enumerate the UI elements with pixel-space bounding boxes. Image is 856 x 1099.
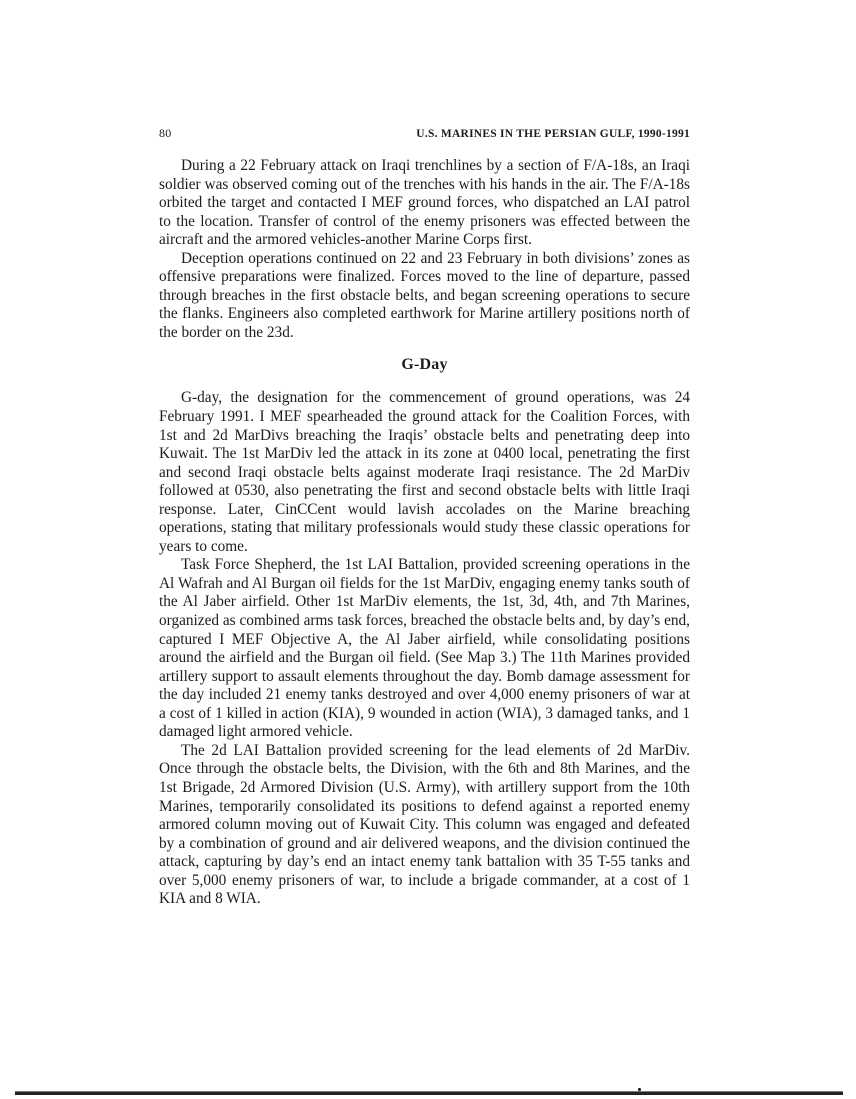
section-heading-gday: G-Day: [401, 356, 448, 374]
body-text-column: [159, 157, 690, 909]
paragraph-task-force-shepherd: Task Force Shepherd, the 1st LAI Battalion, provided screening operations in the Al Wafrah and Al Burgan oil fields for the 1st MarDiv, engaging enemy tanks south of the Al Jaber airfield. Other 1st MarDiv elements, the 1st, 3d, 4th, and 7th Marines, organized as combined arms task forces, breached the obstacle belts and, by day’s end, captured I MEF Objective A, the Al Jaber airfield, while consolidating positions around the airfield and the Burgan oil field. (See Map 3.) The 11th Marines provided artillery support to assault elements throughout the day. Bomb damage assessment for the day included 21 enemy tanks destroyed and over 4,000 enemy prisoners of war at a cost of 1 killed in action (KIA), 9 wounded in action (WIA), 3 damaged tanks, and 1 damaged light armored vehicle.: [159, 556, 690, 741]
bottom-rule-thick: [15, 1092, 843, 1095]
page-number: 80: [159, 126, 172, 140]
paragraph-2d-lai-battalion: The 2d LAI Battalion provided screening for the lead elements of 2d MarDiv. Once through the obstacle belts, the Division, with the 6th and 8th Marines, and the 1st Brigade, 2d Armored Division (U.S. Army), with artillery support from the 10th Marines, temporarily consolidated its positions to defend against a reported enemy armored column moving out of Kuwait City. This column was engaged and defeated by a combination of ground and air delivered weapons, and the division continued the attack, capturing by day’s end an intact enemy tank battalion with 35 T-55 tanks and over 5,000 enemy prisoners of war, to include a brigade commander, at a cost of 1 KIA and 8 WIA.: [159, 741, 690, 908]
page-header: [159, 126, 690, 141]
paragraph-gday-commencement: G-day, the designation for the commencement of ground operations, was 24 February 1991. I MEF spearheaded the ground attack for the Coalition Forces, with 1st and 2d MarDivs breaching the Iraqis’ obstacle belts and penetrating deep into Kuwait. The 1st MarDiv led the attack in its zone at 0400 local, penetrating the first and second Iraqi obstacle belts against moderate Iraqi resistance. The 2d MarDiv followed at 0530, also penetrating the first and second obstacle belts with little Iraqi response. Later, CinCCent would lavish accolades on the Marine breaching operations, stating that military professionals would study these classic operations for years to come.: [159, 389, 690, 555]
running-title: U.S. MARINES IN THE PERSIAN GULF, 1990-1991: [416, 128, 690, 140]
paragraph-deception-operations: Deception operations continued on 22 and 23 February in both divisions’ zones as offensive preparations were finalized. Forces moved to the line of departure, passed through breaches in the first obstacle belts, and began screening operations to secure the flanks. Engineers also completed earthwork for Marine artillery positions north of the border on the 23d.: [159, 249, 690, 341]
paragraph-attack-fa18: During a 22 February attack on Iraqi trenchlines by a section of F/A-18s, an Iraqi soldier was observed coming out of the trenches with his hands in the air. The F/A-18s orbited the target and contacted I MEF ground forces, who dispatched an LAI patrol to the location. Transfer of control of the enemy prisoners was effected between the aircraft and the armored vehicles-another Marine Corps first.: [159, 157, 690, 249]
